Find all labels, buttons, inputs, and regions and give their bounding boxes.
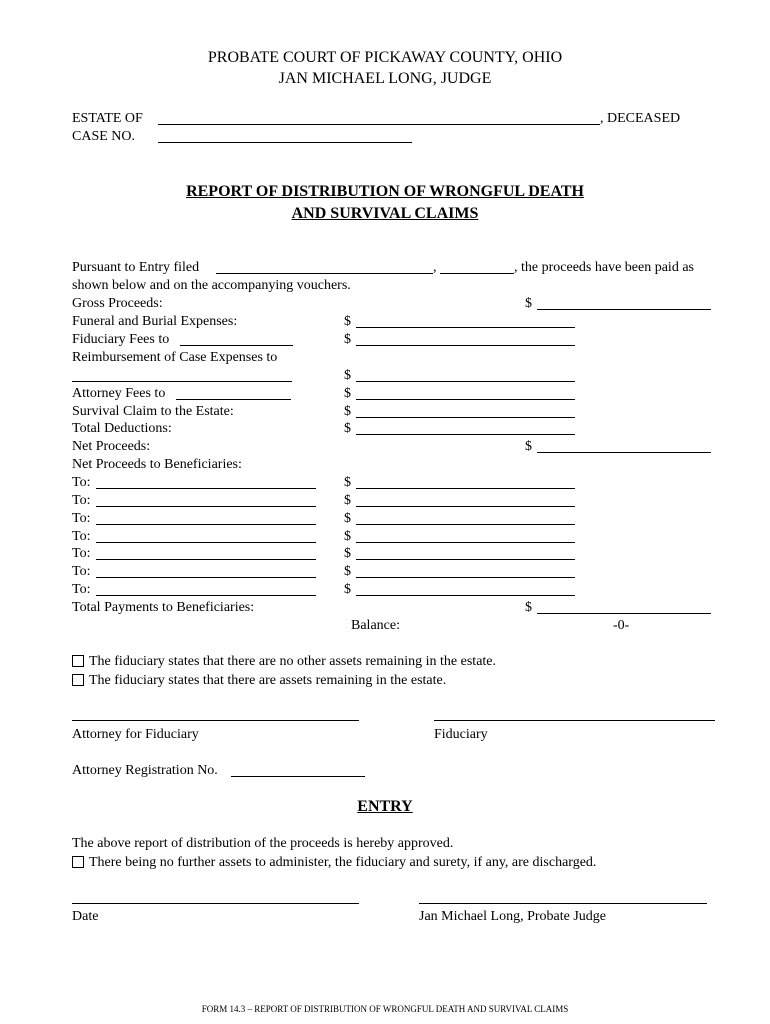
dollar-sign: $ xyxy=(344,564,351,579)
dollar-sign: $ xyxy=(344,404,351,419)
vouchers-text: shown below and on the accompanying vouchers. xyxy=(72,278,351,293)
dollar-sign: $ xyxy=(525,296,532,311)
dollar-sign: $ xyxy=(344,368,351,383)
total-payments-amount[interactable] xyxy=(537,613,711,614)
dollar-sign: $ xyxy=(344,475,351,490)
intro-comma: , xyxy=(433,260,437,275)
beneficiary-to-label: To: xyxy=(72,529,91,544)
gross-proceeds-amount[interactable] xyxy=(537,309,711,310)
dollar-sign: $ xyxy=(344,386,351,401)
dollar-sign: $ xyxy=(344,582,351,597)
beneficiary-name-field[interactable] xyxy=(96,524,316,525)
judge-signature-label: Jan Michael Long, Probate Judge xyxy=(419,909,607,924)
discharged-text: There being no further assets to administer, the fiduciary and surety, if any, are discharged. xyxy=(89,855,597,870)
net-to-beneficiaries-label: Net Proceeds to Beneficiaries: xyxy=(72,457,242,472)
case-no-field[interactable] xyxy=(158,142,412,143)
funeral-amount[interactable] xyxy=(356,327,575,328)
attorney-registration-label: Attorney Registration No. xyxy=(72,763,218,778)
beneficiary-to-label: To: xyxy=(72,546,91,561)
attorney-fees-label: Attorney Fees to xyxy=(72,386,166,401)
judge-name: JAN MICHAEL LONG, JUDGE xyxy=(278,70,492,87)
judge-signature-line[interactable] xyxy=(419,903,707,904)
assets-remaining-text: The fiduciary states that there are assets remaining in the estate. xyxy=(89,673,447,688)
beneficiary-name-field[interactable] xyxy=(96,559,316,560)
dollar-sign: $ xyxy=(344,493,351,508)
beneficiary-name-field[interactable] xyxy=(96,542,316,543)
entry-year-field[interactable] xyxy=(440,273,514,274)
beneficiary-name-field[interactable] xyxy=(96,488,316,489)
survival-claim-amount[interactable] xyxy=(356,417,575,418)
beneficiary-amount-field[interactable] xyxy=(356,542,575,543)
dollar-sign: $ xyxy=(344,314,351,329)
date-line[interactable] xyxy=(72,903,359,904)
pursuant-label: Pursuant to Entry filed xyxy=(72,260,200,275)
beneficiary-amount-field[interactable] xyxy=(356,559,575,560)
entry-filed-field[interactable] xyxy=(216,273,433,274)
beneficiary-to-label: To: xyxy=(72,582,91,597)
proceeds-paid-text: , the proceeds have been paid as xyxy=(514,260,694,275)
attorney-for-fiduciary-label: Attorney for Fiduciary xyxy=(72,727,199,742)
estate-of-label: ESTATE OF xyxy=(72,111,143,126)
dollar-sign: $ xyxy=(344,529,351,544)
dollar-sign: $ xyxy=(525,439,532,454)
attorney-fees-amount[interactable] xyxy=(356,399,575,400)
dollar-sign: $ xyxy=(344,511,351,526)
beneficiary-name-field[interactable] xyxy=(96,595,316,596)
attorney-registration-field[interactable] xyxy=(231,776,365,777)
gross-proceeds-label: Gross Proceeds: xyxy=(72,296,163,311)
funeral-label: Funeral and Burial Expenses: xyxy=(72,314,238,329)
estate-name-field[interactable] xyxy=(158,124,600,125)
balance-value: -0- xyxy=(613,618,630,633)
total-deductions-amount[interactable] xyxy=(356,434,575,435)
entry-approved-text: The above report of distribution of the proceeds is hereby approved. xyxy=(72,836,454,851)
dollar-sign: $ xyxy=(525,600,532,615)
dollar-sign: $ xyxy=(344,332,351,347)
form-footer: FORM 14.3 – REPORT OF DISTRIBUTION OF WRONGFUL DEATH AND SURVIVAL CLAIMS xyxy=(201,1004,569,1014)
entry-heading: ENTRY xyxy=(357,798,413,815)
discharged-checkbox[interactable] xyxy=(72,856,84,868)
fiduciary-fees-label: Fiduciary Fees to xyxy=(72,332,170,347)
date-label: Date xyxy=(72,909,99,924)
assets-remaining-checkbox[interactable] xyxy=(72,674,84,686)
total-deductions-label: Total Deductions: xyxy=(72,421,172,436)
fiduciary-label: Fiduciary xyxy=(434,727,488,742)
beneficiary-amount-field[interactable] xyxy=(356,524,575,525)
fiduciary-fees-amount[interactable] xyxy=(356,345,575,346)
net-proceeds-amount[interactable] xyxy=(537,452,711,453)
beneficiary-amount-field[interactable] xyxy=(356,488,575,489)
report-title-line2: AND SURVIVAL CLAIMS xyxy=(291,205,479,222)
fiduciary-signature-line[interactable] xyxy=(434,720,715,721)
dollar-sign: $ xyxy=(344,421,351,436)
reimbursement-amount[interactable] xyxy=(356,381,575,382)
beneficiary-name-field[interactable] xyxy=(96,506,316,507)
no-other-assets-checkbox[interactable] xyxy=(72,655,84,667)
attorney-signature-line[interactable] xyxy=(72,720,359,721)
survival-claim-label: Survival Claim to the Estate: xyxy=(72,404,234,419)
no-other-assets-text: The fiduciary states that there are no other assets remaining in the estate. xyxy=(89,654,497,669)
balance-label: Balance: xyxy=(351,618,400,633)
beneficiary-to-label: To: xyxy=(72,564,91,579)
case-no-label: CASE NO. xyxy=(72,129,136,144)
beneficiary-amount-field[interactable] xyxy=(356,577,575,578)
total-payments-label: Total Payments to Beneficiaries: xyxy=(72,600,255,615)
attorney-fees-payee[interactable] xyxy=(176,399,291,400)
beneficiary-name-field[interactable] xyxy=(96,577,316,578)
fiduciary-fees-payee[interactable] xyxy=(180,345,293,346)
report-title-line1: REPORT OF DISTRIBUTION OF WRONGFUL DEATH xyxy=(186,183,584,200)
beneficiary-amount-field[interactable] xyxy=(356,595,575,596)
beneficiary-amount-field[interactable] xyxy=(356,506,575,507)
reimbursement-payee[interactable] xyxy=(72,381,292,382)
beneficiary-to-label: To: xyxy=(72,493,91,508)
beneficiary-to-label: To: xyxy=(72,475,91,490)
dollar-sign: $ xyxy=(344,546,351,561)
reimbursement-label: Reimbursement of Case Expenses to xyxy=(72,350,278,365)
deceased-label: , DECEASED xyxy=(600,111,681,126)
net-proceeds-label: Net Proceeds: xyxy=(72,439,151,454)
court-name: PROBATE COURT OF PICKAWAY COUNTY, OHIO xyxy=(207,49,563,66)
beneficiary-to-label: To: xyxy=(72,511,91,526)
